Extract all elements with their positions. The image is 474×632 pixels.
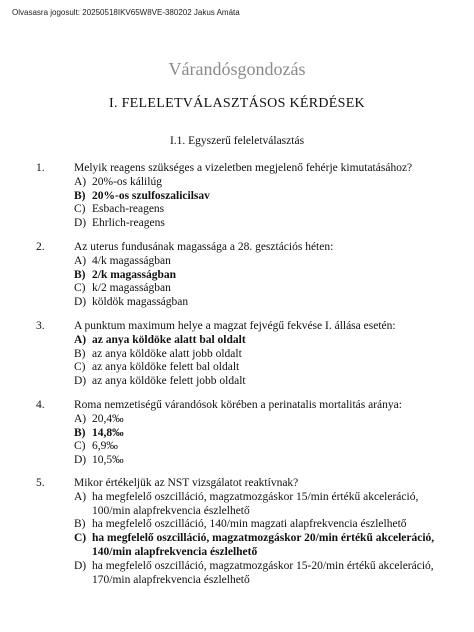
option-2b — [74, 269, 456, 283]
option-text: 2/k magasságban — [92, 268, 177, 281]
option-2c — [74, 282, 456, 296]
option-4c — [74, 440, 456, 454]
option-letter: B) — [74, 189, 86, 202]
option-letter: A) — [74, 490, 87, 503]
option-text: 20%-os szulfoszalicilsav — [92, 189, 210, 202]
option-5b — [74, 518, 456, 532]
question-4 — [36, 399, 456, 468]
option-letter: A) — [74, 333, 87, 346]
option-text: k/2 magasságban — [92, 282, 171, 295]
option-4d — [74, 454, 456, 468]
option-2a — [74, 255, 456, 269]
question-text: A punktum maximum helye a magzat fejvégű fekvése I. állása esetén: — [74, 320, 396, 332]
question-number: 1. — [36, 162, 45, 174]
option-letter: C) — [74, 203, 86, 216]
question-text: Melyik reagens szükséges a vizeletben megjelenő fehérje kimutatásához? — [74, 162, 413, 174]
question-2 — [36, 241, 456, 310]
option-letter: D) — [74, 375, 87, 388]
option-text: az anya köldöke alatt jobb oldalt — [92, 347, 242, 360]
question-number: 3. — [36, 320, 45, 332]
option-letter: A) — [74, 412, 87, 425]
option-letter: A) — [74, 175, 87, 188]
option-3d — [74, 375, 456, 389]
question-5 — [36, 477, 456, 587]
option-1d — [74, 217, 456, 231]
option-text: 4/k magasságban — [92, 254, 171, 267]
option-letter: B) — [74, 518, 86, 531]
question-number: 5. — [36, 477, 45, 489]
option-text: ha megfelelő oszcilláció, 140/min magzati alapfrekvencia észlelhető — [92, 518, 407, 531]
question-3 — [36, 320, 456, 389]
option-letter: C) — [74, 361, 86, 374]
option-letter: B) — [74, 426, 86, 439]
section-title: I. FELELETVÁLASZTÁSOS KÉRDÉSEK — [109, 96, 365, 111]
option-letter: C) — [74, 282, 86, 295]
license-watermark: Olvasasra jogosult: 20250518IKV65W8VE-380202 Jakus Amáta — [12, 8, 240, 17]
question-text: Az uterus fundusának magassága a 28. gesztációs héten: — [74, 241, 334, 253]
option-letter: B) — [74, 268, 86, 281]
option-text: 10,5‰ — [92, 454, 124, 467]
option-text: ha megfelelő oszcilláció, magzatmozgáskor 15-20/min értékű akceleráció, 170/min alapfrekvencia észlelhető — [92, 559, 434, 586]
option-1c — [74, 203, 456, 217]
option-1a — [74, 176, 456, 190]
option-letter: C) — [74, 440, 86, 453]
option-text: az anya köldöke felett bal oldalt — [92, 361, 240, 374]
option-text: köldök magasságban — [92, 296, 189, 309]
option-text: Ehrlich-reagens — [92, 217, 165, 230]
question-text: Mikor értékeljük az NST vizsgálatot reaktívnak? — [74, 477, 299, 489]
option-text: 20%-os kálilúg — [92, 175, 162, 188]
option-text: ha megfelelő oszcilláció, magzatmozgáskor 20/min értékű akceleráció, 140/min alapfrekvencia észlelhető — [92, 532, 435, 558]
option-5d — [74, 560, 456, 588]
option-5a — [74, 491, 456, 519]
option-text: 14,8‰ — [92, 426, 124, 439]
option-letter: B) — [74, 347, 86, 360]
option-text: 20,4‰ — [92, 412, 124, 425]
option-letter: C) — [74, 532, 87, 545]
option-1b — [74, 190, 456, 204]
option-text: ha megfelelő oszcilláció, magzatmozgáskor 15/min értékű akceleráció, 100/min alapfrekvencia észlelhető — [92, 490, 419, 517]
question-number: 2. — [36, 241, 45, 253]
option-letter: D) — [74, 559, 87, 572]
question-text: Roma nemzetiségű várandósok körében a perinatalis mortalitás aránya: — [74, 399, 402, 411]
option-letter: D) — [74, 296, 87, 309]
option-5c — [74, 532, 456, 560]
question-1 — [36, 162, 456, 231]
option-text: Esbach-reagens — [92, 203, 165, 216]
option-3a — [74, 334, 456, 348]
option-4a — [74, 413, 456, 427]
option-letter: D) — [74, 454, 87, 467]
option-letter: A) — [74, 254, 87, 267]
option-3b — [74, 348, 456, 362]
option-text: az anya köldöke felett jobb oldalt — [92, 375, 246, 388]
option-2d — [74, 296, 456, 310]
subsection-title: I.1. Egyszerű feleletválasztás — [169, 135, 305, 147]
question-number: 4. — [36, 399, 45, 411]
option-text: az anya köldöke alatt bal oldalt — [92, 333, 246, 346]
document-title: Várandósgondozás — [168, 59, 306, 79]
option-letter: D) — [74, 217, 87, 230]
option-3c — [74, 361, 456, 375]
option-text: 6,9‰ — [92, 440, 118, 453]
option-4b — [74, 427, 456, 441]
